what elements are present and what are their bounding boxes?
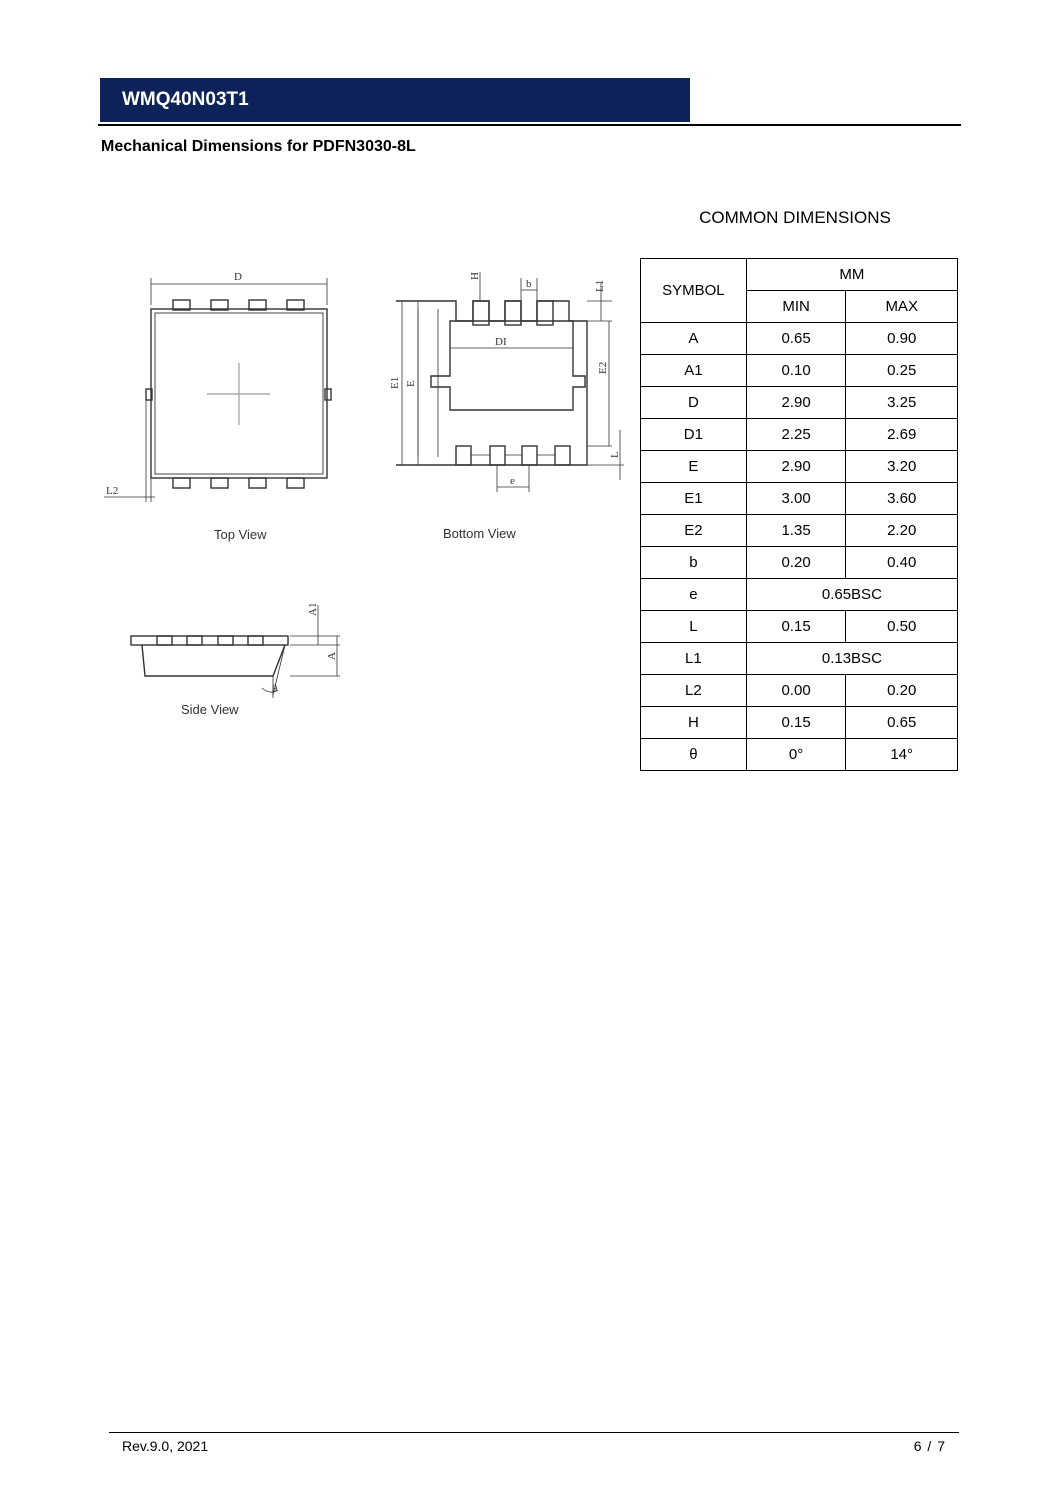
table-caption: COMMON DIMENSIONS <box>699 208 891 227</box>
cell-symbol: A1 <box>641 355 747 387</box>
dim-label-a: A <box>326 652 338 660</box>
cell-max: 3.20 <box>846 451 958 483</box>
table-row <box>641 739 958 771</box>
header-unit: MM <box>746 259 957 291</box>
cell-min: 0.10 <box>746 355 846 387</box>
cell-symbol: D1 <box>641 419 747 451</box>
table-header-row <box>641 259 958 291</box>
cell-min: 0° <box>746 739 846 771</box>
cell-min: 1.35 <box>746 515 846 547</box>
top-view-label: Top View <box>214 527 267 542</box>
dim-label-e: E <box>405 380 417 387</box>
bottom-view-drawing <box>396 272 624 492</box>
cell-min: 0.20 <box>746 547 846 579</box>
cell-max: 3.25 <box>846 387 958 419</box>
cell-symbol: H <box>641 707 747 739</box>
revision-text: Rev.9.0, 2021 <box>122 1438 209 1454</box>
cell-min: 2.90 <box>746 387 846 419</box>
cell-min: 3.00 <box>746 483 846 515</box>
dim-label-d: D <box>234 271 242 283</box>
table-row <box>641 547 958 579</box>
dim-label-d1: DI <box>495 336 507 348</box>
table-row <box>641 707 958 739</box>
cell-min: 0.15 <box>746 611 846 643</box>
dim-label-e-pitch: e <box>510 475 515 487</box>
cell-max: 0.20 <box>846 675 958 707</box>
cell-min: 0.00 <box>746 675 846 707</box>
cell-symbol: θ <box>641 739 747 771</box>
cell-max: 0.40 <box>846 547 958 579</box>
cell-max: 0.25 <box>846 355 958 387</box>
cell-max: 0.90 <box>846 323 958 355</box>
cell-max: 3.60 <box>846 483 958 515</box>
table-row <box>641 355 958 387</box>
cell-max: 0.65 <box>846 707 958 739</box>
cell-symbol: E1 <box>641 483 747 515</box>
cell-symbol: D <box>641 387 747 419</box>
cell-symbol: E2 <box>641 515 747 547</box>
table-row <box>641 451 958 483</box>
dim-label-h: H <box>469 272 481 280</box>
table-row <box>641 419 958 451</box>
dim-label-l1: L1 <box>594 279 606 292</box>
table-row <box>641 323 958 355</box>
top-view-drawing <box>104 278 331 502</box>
table-row <box>641 387 958 419</box>
cell-min: 2.25 <box>746 419 846 451</box>
side-view-drawing <box>131 602 340 698</box>
cell-symbol: b <box>641 547 747 579</box>
dim-label-e2: E2 <box>597 361 609 374</box>
cell-min: 0.65 <box>746 323 846 355</box>
cell-max: 0.50 <box>846 611 958 643</box>
dim-label-a1: A1 <box>307 602 319 616</box>
dim-label-e1: E1 <box>389 376 401 389</box>
cell-symbol: L <box>641 611 747 643</box>
section-title: Mechanical Dimensions for PDFN3030-8L <box>101 138 416 155</box>
part-number-title: WMQ40N03T1 <box>122 89 249 110</box>
table-row <box>641 643 958 675</box>
page-number: 6 / 7 <box>913 1438 945 1454</box>
bottom-view-label: Bottom View <box>443 526 516 541</box>
table-row <box>641 675 958 707</box>
cell-symbol: L2 <box>641 675 747 707</box>
table-row <box>641 483 958 515</box>
header-max: MAX <box>846 291 958 323</box>
header-min: MIN <box>746 291 846 323</box>
cell-symbol: A <box>641 323 747 355</box>
dim-label-l2: L2 <box>106 485 119 497</box>
cell-symbol: E <box>641 451 747 483</box>
table-row <box>641 611 958 643</box>
mechanical-drawing <box>0 0 640 740</box>
footer-divider <box>109 1432 959 1433</box>
dim-label-theta: θ <box>272 683 278 695</box>
cell-min: 0.15 <box>746 707 846 739</box>
dimensions-table <box>640 258 958 771</box>
table-row <box>641 579 958 611</box>
dim-label-l: L <box>609 451 621 458</box>
cell-min: 2.90 <box>746 451 846 483</box>
side-view-label: Side View <box>181 702 239 717</box>
cell-max: 14° <box>846 739 958 771</box>
cell-span-value: 0.13BSC <box>746 643 957 675</box>
cell-span-value: 0.65BSC <box>746 579 957 611</box>
cell-max: 2.69 <box>846 419 958 451</box>
cell-max: 2.20 <box>846 515 958 547</box>
cell-symbol: e <box>641 579 747 611</box>
header-symbol: SYMBOL <box>641 259 747 323</box>
table-row <box>641 515 958 547</box>
dim-label-b: b <box>526 278 532 290</box>
cell-symbol: L1 <box>641 643 747 675</box>
